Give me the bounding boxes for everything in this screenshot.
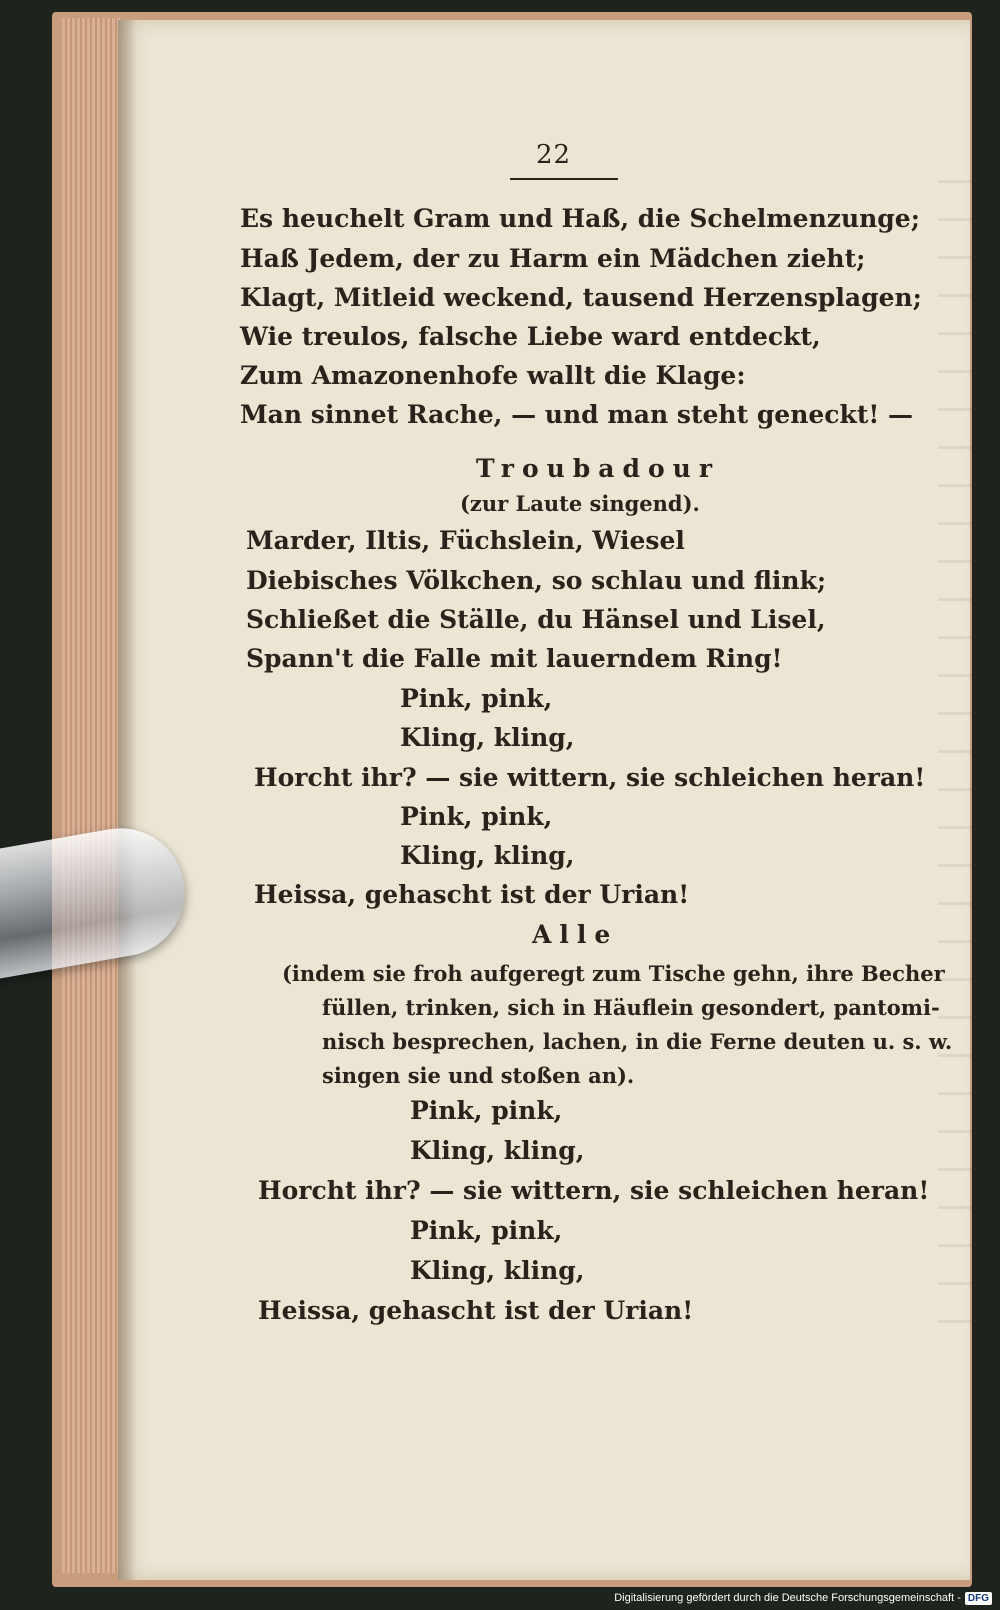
song-line: Heissa, gehascht ist der Urian!	[254, 880, 690, 909]
page-number: 22	[536, 140, 572, 170]
song-line: Marder, Iltis, Füchslein, Wiesel	[246, 526, 685, 555]
speaker-name: Troubadour	[476, 454, 720, 483]
page-number-rule	[510, 178, 618, 180]
stage-direction-line: (indem sie froh aufgeregt zum Tische gehn, ihre Becher	[282, 961, 945, 986]
song-line: Diebisches Völkchen, so schlau und flink;	[246, 566, 827, 595]
book-page	[118, 20, 970, 1580]
chorus-line: Horcht ihr? — sie wittern, sie schleichen heran!	[258, 1176, 930, 1205]
page-stack-edges	[62, 18, 120, 1573]
song-refrain-line: Pink, pink,	[400, 802, 553, 831]
verse-line: Haß Jedem, der zu Harm ein Mädchen zieht;	[240, 244, 866, 273]
chorus-line: Heissa, gehascht ist der Urian!	[258, 1296, 694, 1325]
stage-direction: (zur Laute singend).	[460, 491, 700, 516]
chorus-line: Kling, kling,	[410, 1256, 585, 1285]
stage-direction-line: füllen, trinken, sich in Häuflein gesondert, pantomi-	[322, 995, 940, 1020]
song-refrain-line: Kling, kling,	[400, 723, 575, 752]
song-refrain-line: Pink, pink,	[400, 684, 553, 713]
speaker-name: Alle	[532, 920, 619, 949]
song-line: Horcht ihr? — sie wittern, sie schleichen heran!	[254, 763, 926, 792]
chorus-line: Kling, kling,	[410, 1136, 585, 1165]
verse-line: Zum Amazonenhofe wallt die Klage:	[240, 361, 746, 390]
verse-line: Es heuchelt Gram und Haß, die Schelmenzunge;	[240, 204, 920, 233]
credit-text: Digitalisierung gefördert durch die Deutsche Forschungsgemeinschaft -	[614, 1592, 961, 1604]
stage-direction-line: singen sie und stoßen an).	[322, 1063, 635, 1088]
verse-line: Wie treulos, falsche Liebe ward entdeckt,	[240, 322, 821, 351]
chorus-line: Pink, pink,	[410, 1216, 563, 1245]
song-line: Spann't die Falle mit lauerndem Ring!	[246, 644, 783, 673]
page-text	[118, 20, 970, 1580]
digitization-credit	[614, 1588, 992, 1608]
song-refrain-line: Kling, kling,	[400, 841, 575, 870]
stage-direction-line: nisch besprechen, lachen, in die Ferne deuten u. s. w.	[322, 1029, 953, 1054]
chorus-line: Pink, pink,	[410, 1096, 563, 1125]
dfg-logo: DFG	[965, 1592, 992, 1605]
verse-line: Man sinnet Rache, — und man steht geneckt! —	[240, 400, 914, 429]
song-line: Schließet die Ställe, du Hänsel und Lisel,	[246, 605, 826, 634]
verse-line: Klagt, Mitleid weckend, tausend Herzensplagen;	[240, 283, 922, 312]
